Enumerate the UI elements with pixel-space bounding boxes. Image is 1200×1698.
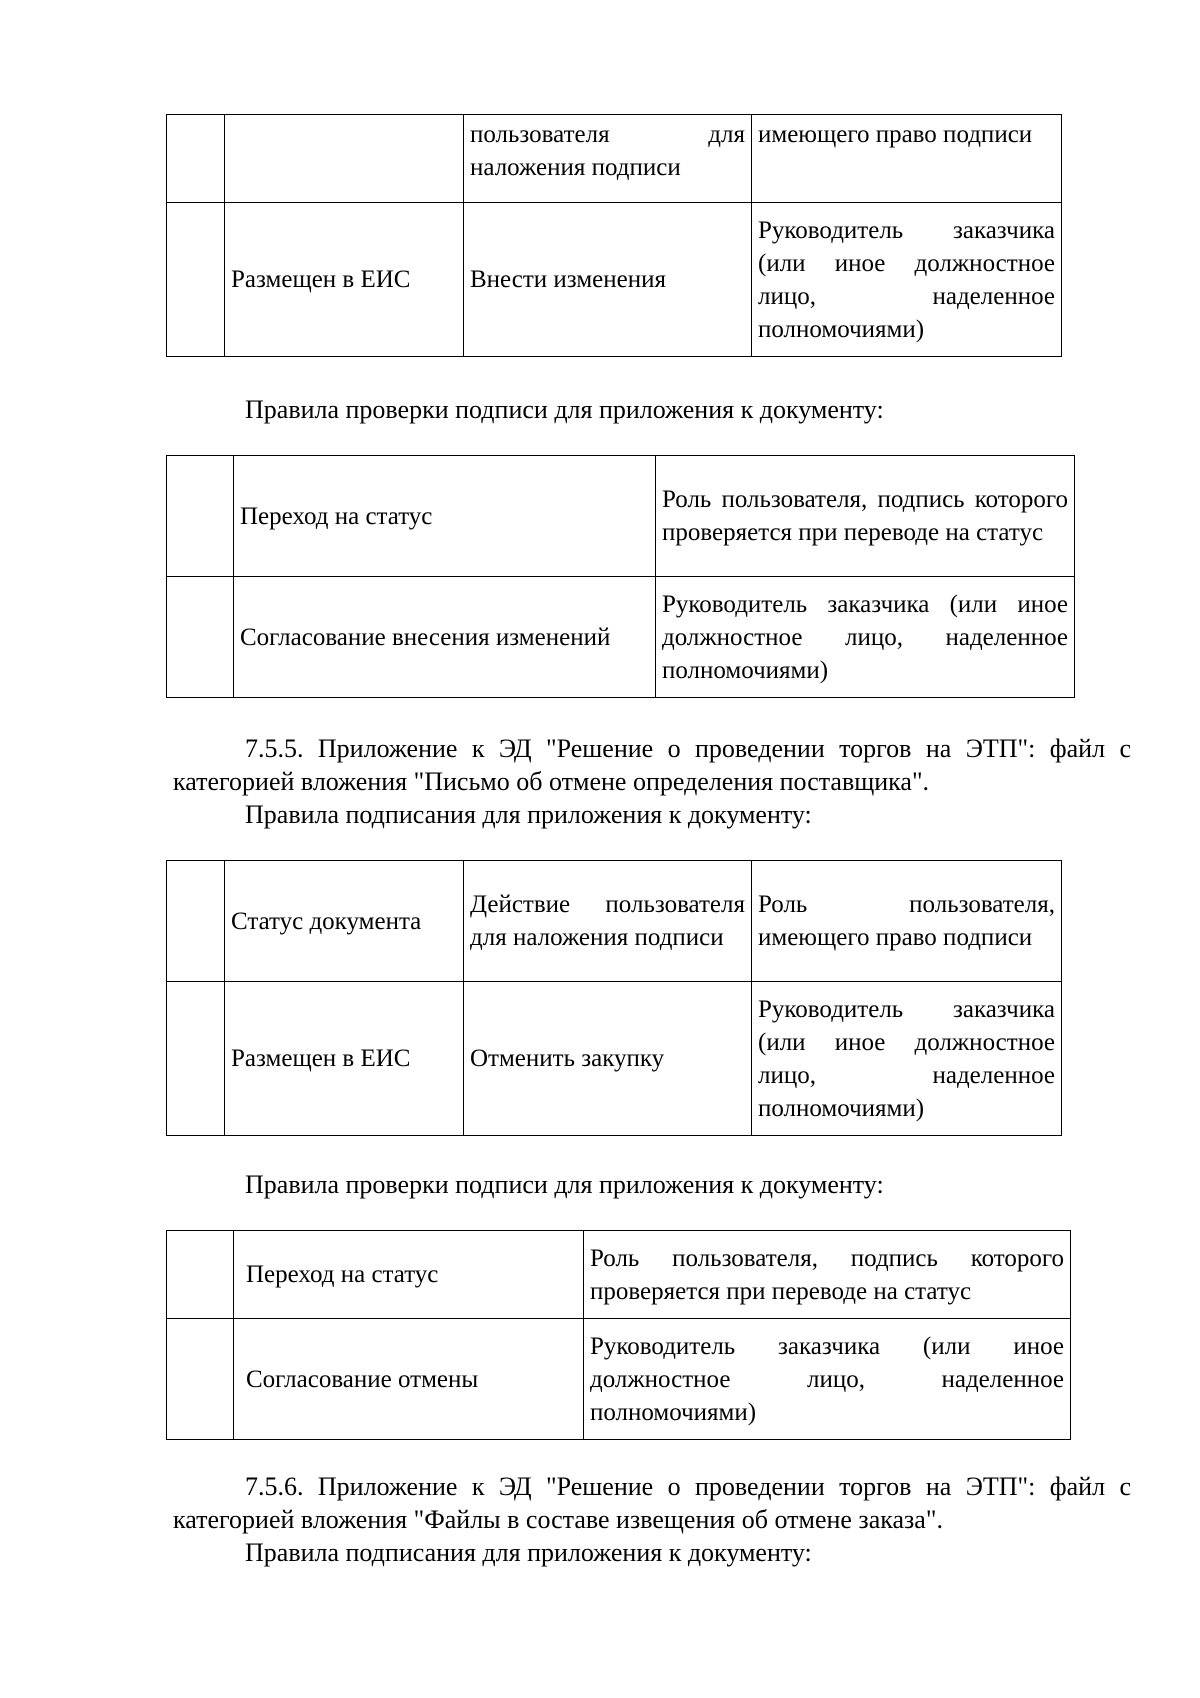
row-number-cell — [167, 1231, 234, 1319]
table-row — [167, 982, 1062, 1136]
role-cell: имеющего право подписи — [752, 115, 1062, 203]
section-7-5-5-text: 7.5.5. Приложение к ЭД "Решение о проведении торгов на ЭТП": файл с категорией вложения "Письмо об отмене определения поставщика". — [173, 734, 1131, 796]
section-7-5-5-caption: Правила подписания для приложения к документу: — [245, 800, 812, 829]
row-number-cell — [167, 203, 225, 357]
row-number-cell — [167, 861, 225, 982]
header-role: Роль пользователя, подпись которого проверяется при переводе на статус — [656, 456, 1075, 577]
verification-rules-caption: Правила проверки подписи для приложения к документу: — [245, 1170, 884, 1199]
header-action: Действие пользователя для наложения подписи — [464, 861, 752, 982]
row-number-cell — [167, 1319, 234, 1440]
row-number-cell — [167, 456, 234, 577]
row-number-cell — [167, 982, 225, 1136]
action-cell: Отменить закупку — [464, 982, 752, 1136]
section-7-5-6-caption: Правила подписания для приложения к документу: — [245, 1538, 812, 1567]
signing-rules-table-continued — [166, 114, 1062, 357]
section-7-5-6-text: 7.5.6. Приложение к ЭД "Решение о проведении торгов на ЭТП": файл с категорией вложения "Файлы в составе извещения об отмене заказа". — [173, 1472, 1131, 1534]
header-role: Роль пользователя, имеющего право подписи — [752, 861, 1062, 982]
action-cell: Внести изменения — [464, 203, 752, 357]
header-role: Роль пользователя, подпись которого проверяется при переводе на статус — [584, 1231, 1071, 1319]
role-cell: Руководитель заказчика (или иное должностное лицо, наделенное полномочиями) — [656, 577, 1075, 698]
signing-rules-table — [166, 860, 1062, 1136]
row-number-cell — [167, 577, 234, 698]
table-row — [167, 115, 1062, 203]
status-cell: Размещен в ЕИС — [225, 982, 464, 1136]
table-header-row — [167, 456, 1075, 577]
table-header-row — [167, 861, 1062, 982]
transition-cell: Согласование отмены — [234, 1319, 584, 1440]
transition-cell: Согласование внесения изменений — [234, 577, 656, 698]
role-cell: Руководитель заказчика (или иное должностное лицо, наделенное полномочиями) — [752, 203, 1062, 357]
verification-rules-table — [166, 455, 1075, 698]
role-cell: Руководитель заказчика (или иное должностное лицо, наделенное полномочиями) — [584, 1319, 1071, 1440]
status-cell: Размещен в ЕИС — [225, 203, 464, 357]
verification-rules-caption: Правила проверки подписи для приложения к документу: — [245, 395, 884, 424]
table-header-row — [167, 1231, 1071, 1319]
header-status: Статус документа — [225, 861, 464, 982]
table-row — [167, 1319, 1071, 1440]
table-row — [167, 577, 1075, 698]
header-transition: Переход на статус — [234, 1231, 584, 1319]
row-number-cell — [167, 115, 225, 203]
verification-rules-table — [166, 1230, 1071, 1440]
table-row — [167, 203, 1062, 357]
role-cell: Руководитель заказчика (или иное должностное лицо, наделенное полномочиями) — [752, 982, 1062, 1136]
header-transition: Переход на статус — [234, 456, 656, 577]
status-cell — [225, 115, 464, 203]
action-cell: пользователя для наложения подписи — [464, 115, 752, 203]
